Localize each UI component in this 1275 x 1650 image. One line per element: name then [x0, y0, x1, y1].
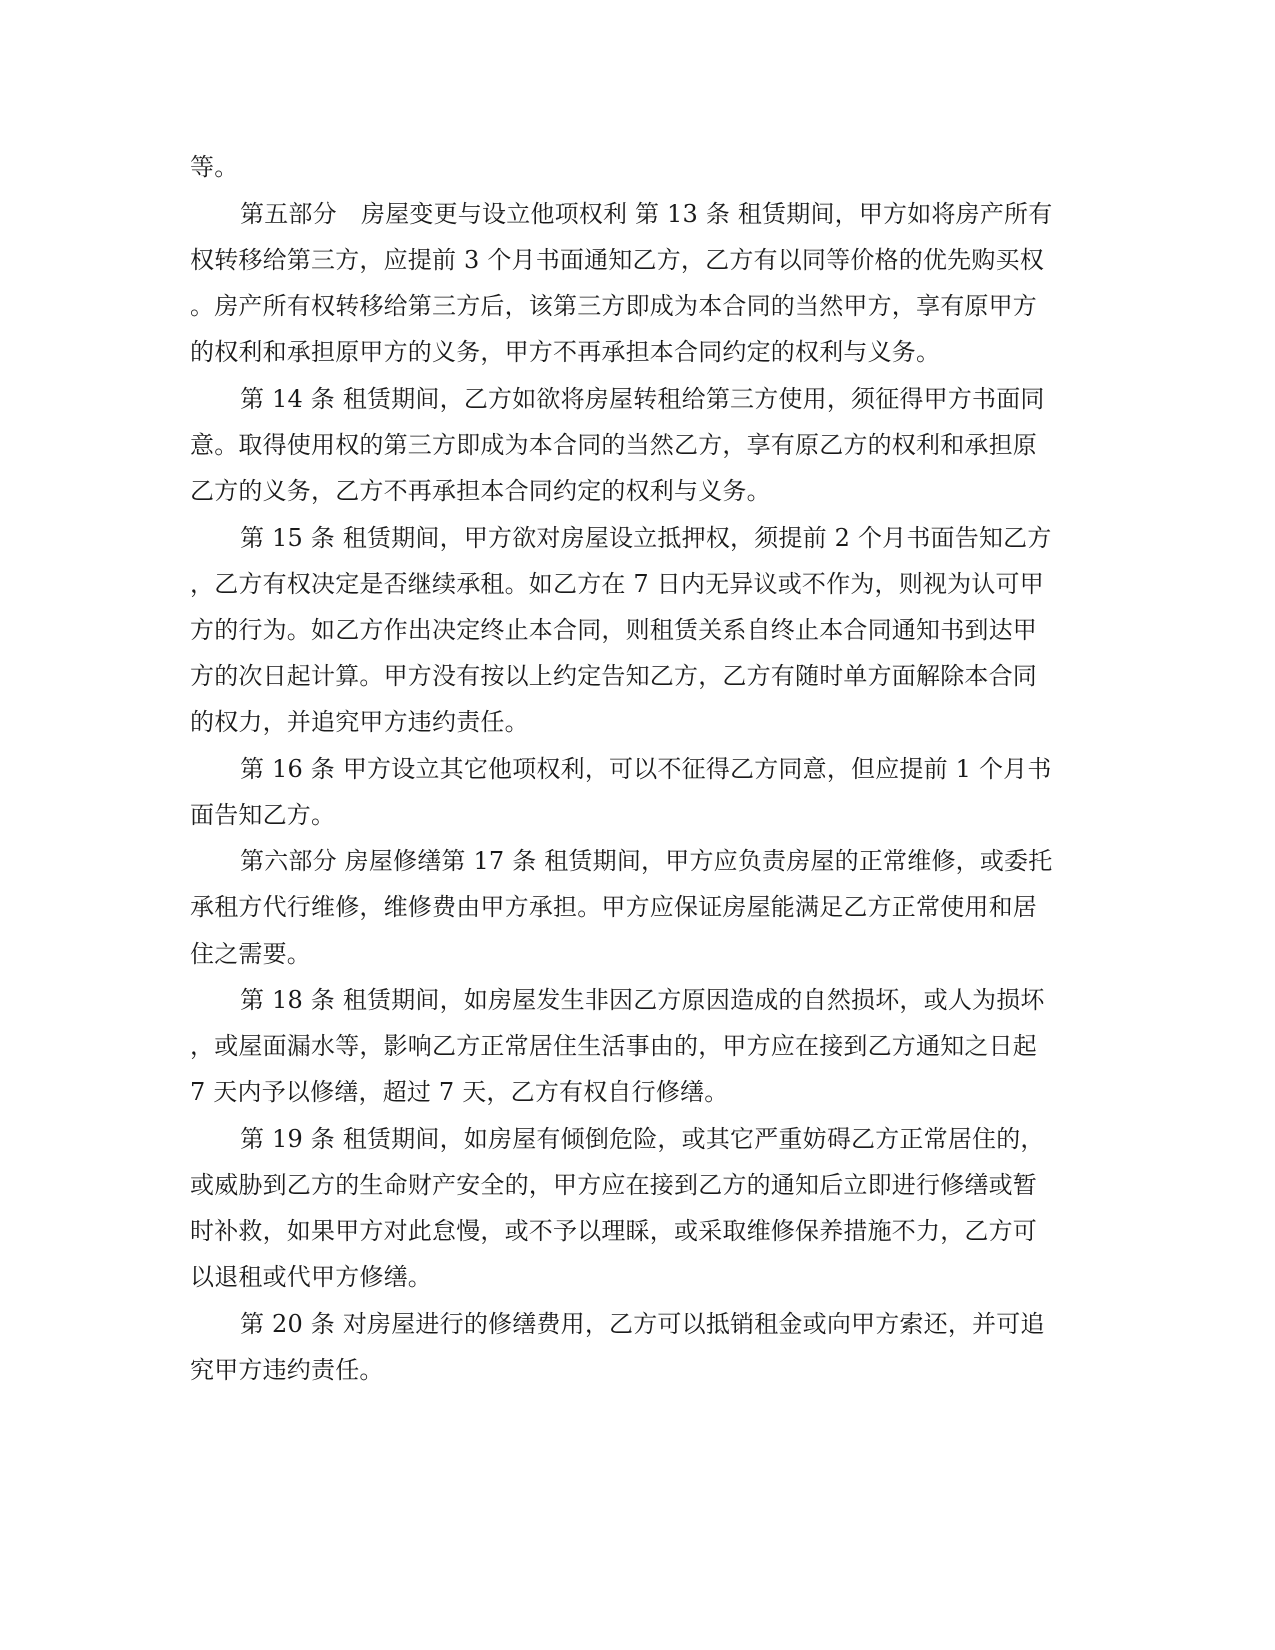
text-line: 第 16 条 甲方设立其它他项权利，可以不征得乙方同意，但应提前 1 个月书 [240, 755, 1052, 783]
text-line: 究甲方违约责任。 [190, 1356, 384, 1384]
text-line: 第五部分 房屋变更与设立他项权利 第 13 条 租赁期间，甲方如将房产所有 [240, 200, 1053, 228]
text-line: 方的行为。如乙方作出决定终止本合同，则租赁关系自终止本合同通知书到达甲 [190, 616, 1037, 644]
text-line: 方的次日起计算。甲方没有按以上约定告知乙方，乙方有随时单方面解除本合同 [190, 662, 1037, 690]
text-line: 的权力，并追究甲方违约责任。 [190, 708, 529, 736]
text-line: ，乙方有权决定是否继续承租。如乙方在 7 日内无异议或不作为，则视为认可甲 [190, 570, 1044, 598]
text-line: 权转移给第三方，应提前 3 个月书面通知乙方，乙方有以同等价格的优先购买权 [190, 246, 1044, 274]
text-line: 第 19 条 租赁期间，如房屋有倾倒危险，或其它严重妨碍乙方正常居住的， [240, 1125, 1045, 1153]
text-line: 时补救，如果甲方对此怠慢，或不予以理睬，或采取维修保养措施不力，乙方可 [190, 1217, 1037, 1245]
text-line: 面告知乙方。 [190, 801, 336, 829]
text-line: ，或屋面漏水等，影响乙方正常居住生活事由的，甲方应在接到乙方通知之日起 [190, 1032, 1037, 1060]
text-line: 乙方的义务，乙方不再承担本合同约定的权利与义务。 [190, 477, 771, 505]
text-line: 的权利和承担原甲方的义务，甲方不再承担本合同约定的权利与义务。 [190, 338, 941, 366]
text-line: 第六部分 房屋修缮第 17 条 租赁期间，甲方应负责房屋的正常维修，或委托 [240, 847, 1053, 875]
text-line: 承租方代行维修，维修费由甲方承担。甲方应保证房屋能满足乙方正常使用和居 [190, 893, 1037, 921]
text-line: 。房产所有权转移给第三方后，该第三方即成为本合同的当然甲方，享有原甲方 [190, 292, 1037, 320]
text-line: 意。取得使用权的第三方即成为本合同的当然乙方，享有原乙方的权利和承担原 [190, 431, 1037, 459]
text-line: 以退租或代甲方修缮。 [190, 1263, 432, 1291]
text-line: 第 15 条 租赁期间，甲方欲对房屋设立抵押权，须提前 2 个月书面告知乙方 [240, 524, 1052, 552]
text-line: 第 20 条 对房屋进行的修缮费用，乙方可以抵销租金或向甲方索还，并可追 [240, 1310, 1045, 1338]
text-line: 第 14 条 租赁期间，乙方如欲将房屋转租给第三方使用，须征得甲方书面同 [240, 385, 1045, 413]
text-line: 7 天内予以修缮，超过 7 天，乙方有权自行修缮。 [190, 1078, 729, 1106]
text-line: 等。 [190, 153, 239, 181]
text-line: 住之需要。 [190, 940, 311, 968]
text-line: 或威胁到乙方的生命财产安全的，甲方应在接到乙方的通知后立即进行修缮或暂 [190, 1171, 1037, 1199]
text-line: 第 18 条 租赁期间，如房屋发生非因乙方原因造成的自然损坏，或人为损坏 [240, 986, 1045, 1014]
